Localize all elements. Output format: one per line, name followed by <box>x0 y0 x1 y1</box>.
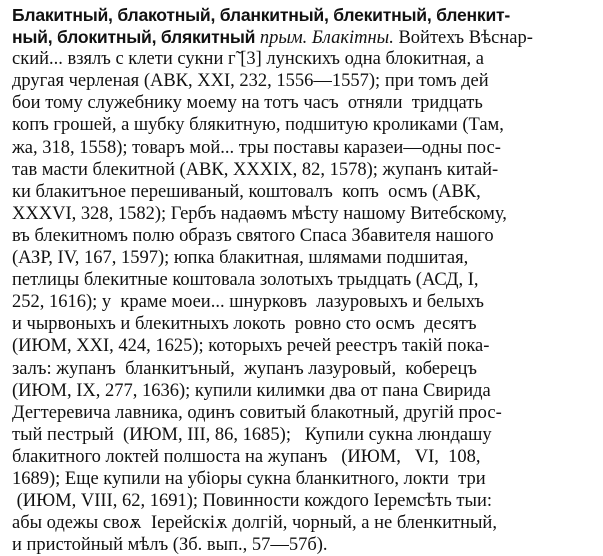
body-text: 1689); Еще купили на убіоры сукна бланкитного, локти три <box>12 468 486 489</box>
entry-line <box>12 70 595 92</box>
entry-line <box>12 380 595 402</box>
entry-line <box>12 269 595 291</box>
entry-line <box>12 114 595 136</box>
entry-line <box>12 247 595 269</box>
body-text: тав масти блекитной (АВК, XXXIX, 82, 1578); жупанъ китай- <box>12 159 499 180</box>
entry-line <box>12 335 595 357</box>
entry-line <box>12 159 595 181</box>
entry-line <box>12 446 595 468</box>
headword-text: ный, блокитный, блякитный <box>12 27 260 48</box>
entry-line <box>12 291 595 313</box>
body-text: Дегтеревича лавника, одинъ совитый блакотный, другій прос- <box>12 402 502 423</box>
entry-line <box>12 203 595 225</box>
body-text: въ блекитномъ полю образъ святого Спаса Збавителя нашого <box>12 225 494 246</box>
entry-line <box>12 26 595 48</box>
entry-line <box>12 468 595 490</box>
entry-line <box>12 512 595 534</box>
body-text: петлицы блекитные коштовала золотыхъ трыдцать (АСД, I, <box>12 270 479 291</box>
entry-line <box>12 181 595 203</box>
body-text: бои тому служебнику моему на тотъ часъ отняли тридцать <box>12 93 483 114</box>
body-text: XXXVI, 328, 1582); Гербъ надаѳмъ мѣсту нашому Витебскому, <box>12 203 507 224</box>
body-text: абы одежы своѫ Іерейскіѫ долгій, чорный, а не бленкитный, <box>12 513 497 534</box>
body-text: ский... взялъ с клети сукни г̃ [3] лунскихъ одна блокитная, а <box>12 49 484 70</box>
entry-line <box>12 534 595 556</box>
body-text: копъ грошей, а шубку блякитную, подшитую кроликами (Там, <box>12 115 504 136</box>
entry-line <box>12 490 595 512</box>
entry-line <box>12 48 595 70</box>
body-text: (ИЮМ, VIII, 62, 1691); Повинности кождого Іеремсѣть тыи: <box>12 491 492 512</box>
entry-line <box>12 225 595 247</box>
entry-line <box>12 358 595 380</box>
body-text: блакитного локтей полшоста на жупанъ (ИЮМ, VI, 108, <box>12 446 481 467</box>
body-text: 252, 1616); у краме моеи... шнурковъ лазуровыхъ и белыхъ <box>12 292 484 313</box>
body-text: жа, 318, 1558); товаръ мой... тры поставы каразеи—одны пос- <box>12 137 501 158</box>
entry-line <box>12 424 595 446</box>
body-text: другая черленая (АВК, XXI, 232, 1556—1557); при томъ дей <box>12 71 489 92</box>
body-text: Войтехъ Вѣснар- <box>398 28 533 49</box>
body-text: ки блакитъное перешиваный, коштовалъ копъ осмъ (АВК, <box>12 181 481 202</box>
body-text: и пристойный мѣлъ (Зб. вып., 57—57б). <box>12 535 328 556</box>
headword-text: Блакитный, блакотный, бланкитный, блекитный, бленкит- <box>12 5 510 25</box>
entry-line <box>12 137 595 159</box>
entry-line <box>12 4 595 26</box>
body-text: залъ: жупанъ бланкитъный, жупанъ лазуровый, коберецъ <box>12 358 477 379</box>
body-text: (ИЮМ, IX, 277, 1636); купили килимки два от пана Свирида <box>12 380 491 401</box>
body-text: (ИЮМ, XXI, 424, 1625); которыхъ речей реестръ такій пока- <box>12 336 490 357</box>
entry-line <box>12 92 595 114</box>
entry-line <box>12 313 595 335</box>
grammar-note-text: прым. Блакітны. <box>259 28 399 49</box>
body-text: и чырвоныхъ и блекитныхъ локоть ровно сто осмъ десятъ <box>12 314 477 335</box>
body-text: тый пестрый (ИЮМ, III, 86, 1685); Купили сукна люндашу <box>12 424 492 445</box>
entry-line <box>12 402 595 424</box>
body-text: (АЗР, IV, 167, 1597); юпка блакитная, шлямами подшитая, <box>12 248 469 269</box>
